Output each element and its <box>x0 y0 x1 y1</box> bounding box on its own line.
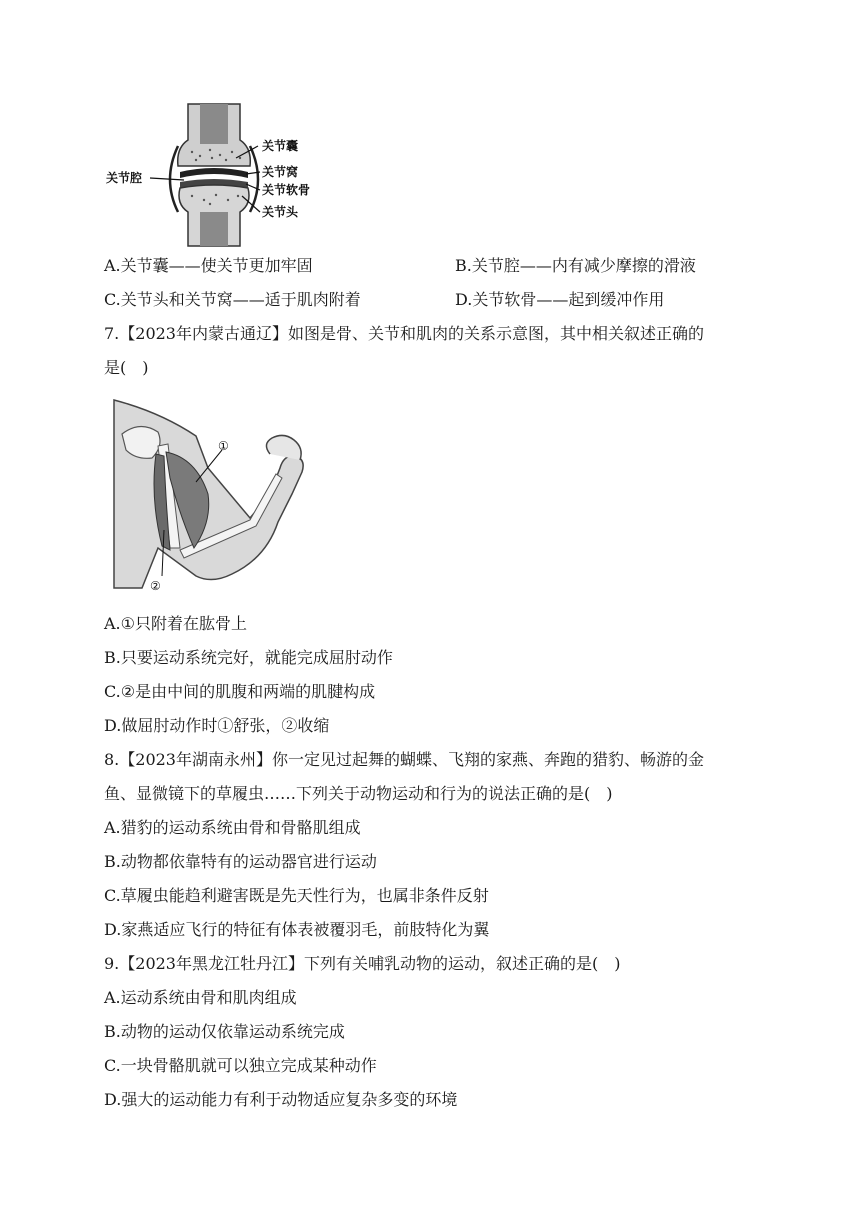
label-joint-capsule: 关节囊 <box>262 139 299 153</box>
q9-option-a: A.运动系统由骨和肌肉组成 <box>104 988 297 1007</box>
q8-stem-line2: 鱼、显微镜下的草履虫……下列关于动物运动和行为的说法正确的是( ) <box>104 784 613 803</box>
q9-option-c: C.一块骨骼肌就可以独立完成某种动作 <box>104 1056 377 1075</box>
q8-option-a: A.猎豹的运动系统由骨和骨骼肌组成 <box>104 818 361 837</box>
label-muscle-2: ② <box>150 579 161 593</box>
q8-stem-line1: 8.【2023年湖南永州】你一定见过起舞的蝴蝶、飞翔的家燕、奔跑的猎豹、畅游的金 <box>104 750 704 769</box>
q7-option-c: C.②是由中间的肌腹和两端的肌腱构成 <box>104 682 376 701</box>
q6-option-d: D.关节软骨——起到缓冲作用 <box>455 290 665 309</box>
label-joint-socket: 关节窝 <box>262 165 299 179</box>
label-joint-cavity: 关节腔 <box>106 171 143 185</box>
q9-option-d: D.强大的运动能力有利于动物适应复杂多变的环境 <box>104 1090 458 1109</box>
q6-option-a: A.关节囊——使关节更加牢固 <box>104 256 313 275</box>
q8-option-d: D.家燕适应飞行的特征有体表被覆羽毛，前肢特化为翼 <box>104 920 490 939</box>
q8-option-b: B.动物都依靠特有的运动器官进行运动 <box>104 852 377 871</box>
q9-stem: 9.【2023年黑龙江牡丹江】下列有关哺乳动物的运动，叙述正确的是( ) <box>104 954 621 973</box>
arm-muscle-figure <box>100 398 320 598</box>
q7-option-b: B.只要运动系统完好，就能完成屈肘动作 <box>104 648 393 667</box>
joint-structure-figure <box>100 100 340 250</box>
q6-option-b: B.关节腔——内有减少摩擦的滑液 <box>455 256 696 275</box>
q7-stem-line2: 是( ) <box>104 358 149 377</box>
label-muscle-1: ① <box>218 439 229 453</box>
q8-option-c: C.草履虫能趋利避害既是先天性行为，也属非条件反射 <box>104 886 489 905</box>
label-joint-head: 关节头 <box>262 205 299 219</box>
q9-option-b: B.动物的运动仅依靠运动系统完成 <box>104 1022 345 1041</box>
q7-option-d: D.做屈肘动作时①舒张，②收缩 <box>104 716 330 735</box>
q7-option-a: A.①只附着在肱骨上 <box>104 614 247 633</box>
label-joint-cartilage: 关节软骨 <box>262 183 311 197</box>
q6-option-c: C.关节头和关节窝——适于肌肉附着 <box>104 290 361 309</box>
q7-stem-line1: 7.【2023年内蒙古通辽】如图是骨、关节和肌肉的关系示意图，其中相关叙述正确的 <box>104 324 704 343</box>
